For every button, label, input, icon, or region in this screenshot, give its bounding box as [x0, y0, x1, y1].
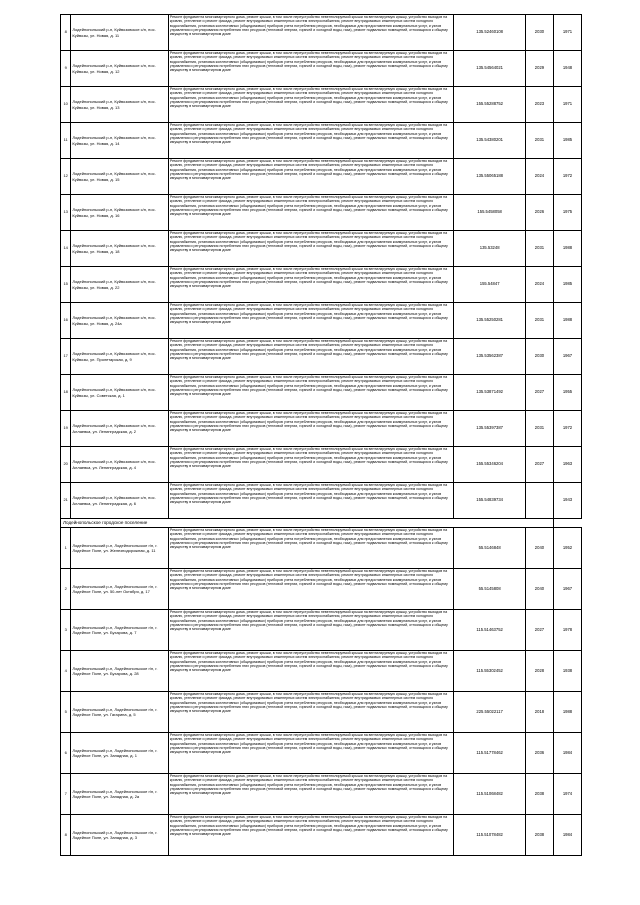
row-work-description	[168, 447, 453, 483]
table-body-lodeynopolskoe	[61, 528, 582, 856]
row-work-description	[168, 651, 453, 692]
row-build-year: 1988	[553, 692, 581, 733]
work-text: Ремонт фундамента многоквартирного дома, ремонт крыши, в том числе переустройство невентилируемой крыши на вентилируемую крышу, устройство выходов на кровлю, утепление и ремонт фасада, ремонт внутридомовых инженерных систем электроснабжения, ремонт внутридомовых инженерных систем холодного водоснабжения, установка коллективных (общедомовых) приборов учета потребления ресурсов, необходимых для предоставления коммунальных услуг, и узлов управления и регулирования потребления этих ресурсов (тепловой энергии, горячей и холодной воды, газа), ремонт подвальных помещений, относящихся к общему имуществу в многоквартирном доме	[169, 483, 448, 504]
row-work-description	[168, 159, 453, 195]
work-text: Ремонт фундамента многоквартирного дома, ремонт крыши, в том числе переустройство невентилируемой крыши на вентилируемую крышу, устройство выходов на кровлю, утепление и ремонт фасада, ремонт внутридомовых инженерных систем электроснабжения, ремонт внутридомовых инженерных систем холодного водоснабжения, установка коллективных (общедомовых) приборов учета потребления ресурсов, необходимых для предоставления коммунальных услуг, и узлов управления и регулирования потребления этих ресурсов (тепловой энергии, горячей и холодной воды, газа), ремонт подвальных помещений, относящихся к общему имуществу в многоквартирном доме	[169, 15, 448, 36]
row-cost: 135.53248	[454, 231, 526, 267]
row-address: Лодейнопольский р-н, Лодейнопольское г/п, г. Лодейное Поле, ул. Западная, д. 2а	[71, 774, 169, 815]
row-number: 1	[61, 528, 71, 569]
row-number: 13	[61, 195, 71, 231]
capital-repair-table-sheet	[60, 14, 582, 856]
row-address: Лодейнопольский р-н, Куйвозовское с/п, пос. Куйвозы, ул. Новая, д. 12	[71, 51, 169, 87]
work-text: Ремонт фундамента многоквартирного дома, ремонт крыши, в том числе переустройство невентилируемой крыши на вентилируемую крышу, устройство выходов на кровлю, утепление и ремонт фасада, ремонт внутридомовых инженерных систем электроснабжения, ремонт внутридомовых инженерных систем холодного водоснабжения, установка коллективных (общедомовых) приборов учета потребления ресурсов, необходимых для предоставления коммунальных услуг, и узлов управления и регулирования потребления этих ресурсов (тепловой энергии, горячей и холодной воды, газа), ремонт подвальных помещений, относящихся к общему имуществу в многоквартирном доме	[169, 123, 448, 144]
work-text: Ремонт фундамента многоквартирного дома, ремонт крыши, в том числе переустройство невентилируемой крыши на вентилируемую крышу, устройство выходов на кровлю, утепление и ремонт фасада, ремонт внутридомовых инженерных систем электроснабжения, ремонт внутридомовых инженерных систем холодного водоснабжения, установка коллективных (общедомовых) приборов учета потребления ресурсов, необходимых для предоставления коммунальных услуг, и узлов управления и регулирования потребления этих ресурсов (тепловой энергии, горячей и холодной воды, газа), ремонт подвальных помещений, относящихся к общему имуществу в многоквартирном доме	[169, 569, 448, 590]
row-address: Лодейнопольский р-н, Куйвозовское с/п, пос. Аллаевка, ул. Ленинградская, д. 6	[71, 483, 169, 519]
row-build-year: 1985	[553, 267, 581, 303]
capital-repair-table	[60, 14, 582, 856]
row-address: Лодейнопольский р-н, Лодейнопольское г/п, г. Лодейное Поле, ул. Западная, д. 1	[71, 733, 169, 774]
work-text: Ремонт фундамента многоквартирного дома, ремонт крыши, в том числе переустройство невентилируемой крыши на вентилируемую крышу, устройство выходов на кровлю, утепление и ремонт фасада, ремонт внутридомовых инженерных систем электроснабжения, ремонт внутридомовых инженерных систем холодного водоснабжения, установка коллективных (общедомовых) приборов учета потребления ресурсов, необходимых для предоставления коммунальных услуг, и узлов управления и регулирования потребления этих ресурсов (тепловой энергии, горячей и холодной воды, газа), ремонт подвальных помещений, относящихся к общему имуществу в многоквартирном доме	[169, 87, 448, 108]
row-work-description	[168, 528, 453, 569]
row-number: 20	[61, 447, 71, 483]
row-build-year: 1952	[553, 528, 581, 569]
row-work-description	[168, 51, 453, 87]
work-text: Ремонт фундамента многоквартирного дома, ремонт крыши, в том числе переустройство невентилируемой крыши на вентилируемую крышу, устройство выходов на кровлю, утепление и ремонт фасада, ремонт внутридомовых инженерных систем электроснабжения, ремонт внутридомовых инженерных систем холодного водоснабжения, установка коллективных (общедомовых) приборов учета потребления ресурсов, необходимых для предоставления коммунальных услуг, и узлов управления и регулирования потребления этих ресурсов (тепловой энергии, горячей и холодной воды, газа), ремонт подвальных помещений, относящихся к общему имуществу в многоквартирном доме	[169, 528, 448, 549]
row-cost: 55.5146848	[454, 528, 526, 569]
table-row	[61, 303, 582, 339]
row-address: Лодейнопольский р-н, Куйвозовское с/п, пос. Куйвозы, ул. Новая, д. 22	[71, 267, 169, 303]
row-build-year: 1971	[553, 87, 581, 123]
table-row	[61, 15, 582, 51]
table-row	[61, 815, 582, 856]
row-build-year: 1985	[553, 123, 581, 159]
row-work-description	[168, 123, 453, 159]
work-text: Ремонт фундамента многоквартирного дома, ремонт крыши, в том числе переустройство невентилируемой крыши на вентилируемую крышу, устройство выходов на кровлю, утепление и ремонт фасада, ремонт внутридомовых инженерных систем электроснабжения, ремонт внутридомовых инженерных систем холодного водоснабжения, установка коллективных (общедомовых) приборов учета потребления ресурсов, необходимых для предоставления коммунальных услуг, и узлов управления и регулирования потребления этих ресурсов (тепловой энергии, горячей и холодной воды, газа), ремонт подвальных помещений, относящихся к общему имуществу в многоквартирном доме	[169, 51, 448, 72]
row-work-description	[168, 774, 453, 815]
row-planned-year: 2031	[525, 411, 553, 447]
row-build-year: 1984	[553, 815, 581, 856]
row-cost: 55.5145808	[454, 569, 526, 610]
table-body-kuyvozovskoe	[61, 15, 582, 519]
row-address: Лодейнопольский р-н, Куйвозовское с/п, пос. Куйвозы, ул. Новая, д. 18	[71, 231, 169, 267]
table-row	[61, 774, 582, 815]
row-cost: 155.55346204	[454, 447, 526, 483]
row-address: Лодейнопольский р-н, Куйвозовское с/п, пос. Куйвозы, ул. Новая, д. 24а	[71, 303, 169, 339]
work-text: Ремонт фундамента многоквартирного дома, ремонт крыши, в том числе переустройство невентилируемой крыши на вентилируемую крышу, устройство выходов на кровлю, утепление и ремонт фасада, ремонт внутридомовых инженерных систем электроснабжения, ремонт внутридомовых инженерных систем холодного водоснабжения, установка коллективных (общедомовых) приборов учета потребления ресурсов, необходимых для предоставления коммунальных услуг, и узлов управления и регулирования потребления этих ресурсов (тепловой энергии, горячей и холодной воды, газа), ремонт подвальных помещений, относящихся к общему имуществу в многоквартирном доме	[169, 375, 448, 396]
row-number: 11	[61, 123, 71, 159]
row-build-year: 1943	[553, 483, 581, 519]
table-row	[61, 528, 582, 569]
row-cost: 115.51778462	[454, 733, 526, 774]
work-text: Ремонт фундамента многоквартирного дома, ремонт крыши, в том числе переустройство невентилируемой крыши на вентилируемую крышу, устройство выходов на кровлю, утепление и ремонт фасада, ремонт внутридомовых инженерных систем электроснабжения, ремонт внутридомовых инженерных систем холодного водоснабжения, установка коллективных (общедомовых) приборов учета потребления ресурсов, необходимых для предоставления коммунальных услуг, и узлов управления и регулирования потребления этих ресурсов (тепловой энергии, горячей и холодной воды, газа), ремонт подвальных помещений, относящихся к общему имуществу в многоквартирном доме	[169, 303, 448, 324]
row-cost: 135.54380201	[454, 123, 526, 159]
row-address: Лодейнопольский р-н, Куйвозовское с/п, пос. Куйвозы, ул. Новая, д. 11	[71, 15, 169, 51]
table-row	[61, 610, 582, 651]
row-cost: 135.55397387	[454, 411, 526, 447]
row-address: Лодейнопольский р-н, Лодейнопольское г/п, г. Лодейное Поле, ул. 50-лет Октября, д. 17	[71, 569, 169, 610]
work-text: Ремонт фундамента многоквартирного дома, ремонт крыши, в том числе переустройство невентилируемой крыши на вентилируемую крышу, устройство выходов на кровлю, утепление и ремонт фасада, ремонт внутридомовых инженерных систем электроснабжения, ремонт внутридомовых инженерных систем холодного водоснабжения, установка коллективных (общедомовых) приборов учета потребления ресурсов, необходимых для предоставления коммунальных услуг, и узлов управления и регулирования потребления этих ресурсов (тепловой энергии, горячей и холодной воды, газа), ремонт подвальных помещений, относящихся к общему имуществу в многоквартирном доме	[169, 267, 448, 288]
row-cost: 225.55022117	[454, 692, 526, 733]
row-address: Лодейнопольский р-н, Куйвозовское с/п, пос. Куйвозы, ул. Новая, д. 14	[71, 123, 169, 159]
row-planned-year: 2030	[525, 339, 553, 375]
table-row	[61, 267, 582, 303]
row-address: Лодейнопольский р-н, Лодейнопольское г/п, г. Лодейное Поле, ул. Гагарина, д. 5	[71, 692, 169, 733]
row-cost: 135.54564021	[454, 51, 526, 87]
row-build-year: 1972	[553, 411, 581, 447]
table-row	[61, 692, 582, 733]
row-number: 21	[61, 483, 71, 519]
work-text: Ремонт фундамента многоквартирного дома, ремонт крыши, в том числе переустройство невентилируемой крыши на вентилируемую крышу, устройство выходов на кровлю, утепление и ремонт фасада, ремонт внутридомовых инженерных систем электроснабжения, ремонт внутридомовых инженерных систем холодного водоснабжения, установка коллективных (общедомовых) приборов учета потребления ресурсов, необходимых для предоставления коммунальных услуг, и узлов управления и регулирования потребления этих ресурсов (тепловой энергии, горячей и холодной воды, газа), ремонт подвальных помещений, относящихся к общему имуществу в многоквартирном доме	[169, 692, 448, 713]
row-work-description	[168, 610, 453, 651]
row-number: 3	[61, 610, 71, 651]
row-build-year: 1984	[553, 733, 581, 774]
row-work-description	[168, 339, 453, 375]
table-row	[61, 339, 582, 375]
row-address: Лодейнопольский р-н, Лодейнопольское г/п, г. Лодейное Поле, ул. Бухарова, д. 7	[71, 610, 169, 651]
row-number: 5	[61, 692, 71, 733]
row-number: 18	[61, 375, 71, 411]
row-number: 4	[61, 651, 71, 692]
row-work-description	[168, 87, 453, 123]
row-cost: 135.52460108	[454, 15, 526, 51]
row-cost: 155.5458058	[454, 195, 526, 231]
row-cost: 135.55065188	[454, 159, 526, 195]
row-planned-year: 2027	[525, 447, 553, 483]
row-work-description	[168, 411, 453, 447]
row-number: 2	[61, 569, 71, 610]
row-planned-year: 2026	[525, 195, 553, 231]
row-build-year: 1938	[553, 651, 581, 692]
table-row	[61, 51, 582, 87]
row-address: Лодейнопольский р-н, Лодейнопольское г/п, г. Лодейное Поле, ул. Бухарова, д. 28	[71, 651, 169, 692]
row-build-year: 1971	[553, 15, 581, 51]
work-text: Ремонт фундамента многоквартирного дома, ремонт крыши, в том числе переустройство невентилируемой крыши на вентилируемую крышу, устройство выходов на кровлю, утепление и ремонт фасада, ремонт внутридомовых инженерных систем электроснабжения, ремонт внутридомовых инженерных систем холодного водоснабжения, установка коллективных (общедомовых) приборов учета потребления ресурсов, необходимых для предоставления коммунальных услуг, и узлов управления и регулирования потребления этих ресурсов (тепловой энергии, горячей и холодной воды, газа), ремонт подвальных помещений, относящихся к общему имуществу в многоквартирном доме	[169, 195, 448, 216]
row-number: 16	[61, 303, 71, 339]
table-row	[61, 733, 582, 774]
row-work-description	[168, 692, 453, 733]
work-text: Ремонт фундамента многоквартирного дома, ремонт крыши, в том числе переустройство невентилируемой крыши на вентилируемую крышу, устройство выходов на кровлю, утепление и ремонт фасада, ремонт внутридомовых инженерных систем электроснабжения, ремонт внутридомовых инженерных систем холодного водоснабжения, установка коллективных (общедомовых) приборов учета потребления ресурсов, необходимых для предоставления коммунальных услуг, и узлов управления и регулирования потребления этих ресурсов (тепловой энергии, горячей и холодной воды, газа), ремонт подвальных помещений, относящихся к общему имуществу в многоквартирном доме	[169, 411, 448, 432]
row-address: Лодейнопольский р-н, Лодейнопольское г/п, г. Лодейное Поле, ул. Железнодорожная, д. 11	[71, 528, 169, 569]
row-planned-year: 2038	[525, 815, 553, 856]
section-title: Лодейнопольское городское поселение	[61, 519, 554, 528]
work-text: Ремонт фундамента многоквартирного дома, ремонт крыши, в том числе переустройство невентилируемой крыши на вентилируемую крышу, устройство выходов на кровлю, утепление и ремонт фасада, ремонт внутридомовых инженерных систем электроснабжения, ремонт внутридомовых инженерных систем холодного водоснабжения, установка коллективных (общедомовых) приборов учета потребления ресурсов, необходимых для предоставления коммунальных услуг, и узлов управления и регулирования потребления этих ресурсов (тепловой энергии, горячей и холодной воды, газа), ремонт подвальных помещений, относящихся к общему имуществу в многоквартирном доме	[169, 231, 448, 252]
row-planned-year: 2018	[525, 692, 553, 733]
row-build-year: 1967	[553, 569, 581, 610]
table-row	[61, 375, 582, 411]
row-build-year: 1948	[553, 51, 581, 87]
row-planned-year: 2040	[525, 569, 553, 610]
row-cost: 135.53562387	[454, 339, 526, 375]
row-number: 8	[61, 815, 71, 856]
row-address: Лодейнопольский р-н, Куйвозовское с/п, пос. Куйвозы, ул. Новая, д. 15	[71, 159, 169, 195]
row-number: 6	[61, 733, 71, 774]
row-cost: 135.53871492	[454, 375, 526, 411]
table-row	[61, 195, 582, 231]
table-row	[61, 447, 582, 483]
row-address: Лодейнопольский р-н, Куйвозовское с/п, пос. Куйвозы, ул. Новая, д. 13	[71, 87, 169, 123]
section-row	[61, 519, 582, 528]
row-cost: 155.54847	[454, 267, 526, 303]
row-planned-year: 2038	[525, 774, 553, 815]
row-build-year: 1975	[553, 195, 581, 231]
row-planned-year: 2036	[525, 733, 553, 774]
row-work-description	[168, 569, 453, 610]
row-number: 15	[61, 267, 71, 303]
work-text: Ремонт фундамента многоквартирного дома, ремонт крыши, в том числе переустройство невентилируемой крыши на вентилируемую крышу, устройство выходов на кровлю, утепление и ремонт фасада, ремонт внутридомовых инженерных систем электроснабжения, ремонт внутридомовых инженерных систем холодного водоснабжения, установка коллективных (общедомовых) приборов учета потребления ресурсов, необходимых для предоставления коммунальных услуг, и узлов управления и регулирования потребления этих ресурсов (тепловой энергии, горячей и холодной воды, газа), ремонт подвальных помещений, относящихся к общему имуществу в многоквартирном доме	[169, 159, 448, 180]
row-work-description	[168, 375, 453, 411]
row-build-year: 1978	[553, 610, 581, 651]
work-text: Ремонт фундамента многоквартирного дома, ремонт крыши, в том числе переустройство невентилируемой крыши на вентилируемую крышу, устройство выходов на кровлю, утепление и ремонт фасада, ремонт внутридомовых инженерных систем электроснабжения, ремонт внутридомовых инженерных систем холодного водоснабжения, установка коллективных (общедомовых) приборов учета потребления ресурсов, необходимых для предоставления коммунальных услуг, и узлов управления и регулирования потребления этих ресурсов (тепловой энергии, горячей и холодной воды, газа), ремонт подвальных помещений, относящихся к общему имуществу в многоквартирном доме	[169, 733, 448, 754]
row-planned-year: 2028	[525, 651, 553, 692]
row-work-description	[168, 15, 453, 51]
row-cost: 115.51068482	[454, 774, 526, 815]
row-planned-year: 2031	[525, 123, 553, 159]
row-cost: 115.51463752	[454, 610, 526, 651]
row-planned-year: 2027	[525, 375, 553, 411]
row-address: Лодейнопольский р-н, Куйвозовское с/п, пос. Куйвозы, ул. Новая, д. 16	[71, 195, 169, 231]
row-address: Лодейнопольский р-н, Лодейнопольское г/п, г. Лодейное Поле, ул. Западная, д. 3	[71, 815, 169, 856]
row-planned-year	[525, 483, 553, 519]
row-build-year: 1963	[553, 447, 581, 483]
row-planned-year: 2024	[525, 159, 553, 195]
row-work-description	[168, 815, 453, 856]
row-address: Лодейнопольский р-н, Куйвозовское с/п, пос. Аллаевка, ул. Ленинградская, д. 4	[71, 447, 169, 483]
row-number: 19	[61, 411, 71, 447]
table-section-header	[61, 519, 582, 528]
table-row	[61, 651, 582, 692]
row-planned-year: 2030	[525, 15, 553, 51]
table-row	[61, 483, 582, 519]
row-work-description	[168, 303, 453, 339]
row-address: Лодейнопольский р-н, Куйвозовское с/п, пос. Аллаевка, ул. Ленинградская, д. 2	[71, 411, 169, 447]
table-row	[61, 411, 582, 447]
table-row	[61, 231, 582, 267]
row-planned-year: 2023	[525, 87, 553, 123]
row-number: 9	[61, 51, 71, 87]
row-build-year: 1967	[553, 339, 581, 375]
row-planned-year: 2031	[525, 231, 553, 267]
work-text: Ремонт фундамента многоквартирного дома, ремонт крыши, в том числе переустройство невентилируемой крыши на вентилируемую крышу, устройство выходов на кровлю, утепление и ремонт фасада, ремонт внутридомовых инженерных систем электроснабжения, ремонт внутридомовых инженерных систем холодного водоснабжения, установка коллективных (общедомовых) приборов учета потребления ресурсов, необходимых для предоставления коммунальных услуг, и узлов управления и регулирования потребления этих ресурсов (тепловой энергии, горячей и холодной воды, газа), ремонт подвальных помещений, относящихся к общему имуществу в многоквартирном доме	[169, 815, 448, 836]
row-build-year: 1988	[553, 303, 581, 339]
table-row	[61, 87, 582, 123]
row-build-year: 1974	[553, 774, 581, 815]
row-planned-year: 2029	[525, 51, 553, 87]
row-cost: 115.55302452	[454, 651, 526, 692]
work-text: Ремонт фундамента многоквартирного дома, ремонт крыши, в том числе переустройство невентилируемой крыши на вентилируемую крышу, устройство выходов на кровлю, утепление и ремонт фасада, ремонт внутридомовых инженерных систем электроснабжения, ремонт внутридомовых инженерных систем холодного водоснабжения, установка коллективных (общедомовых) приборов учета потребления ресурсов, необходимых для предоставления коммунальных услуг, и узлов управления и регулирования потребления этих ресурсов (тепловой энергии, горячей и холодной воды, газа), ремонт подвальных помещений, относящихся к общему имуществу в многоквартирном доме	[169, 651, 448, 672]
row-work-description	[168, 267, 453, 303]
row-number: 14	[61, 231, 71, 267]
row-planned-year: 2031	[525, 303, 553, 339]
row-planned-year: 2027	[525, 610, 553, 651]
row-address: Лодейнопольский р-н, Куйвозовское с/п, пос. Куйвозы, ул. Советская, д. 1	[71, 375, 169, 411]
row-build-year: 1955	[553, 375, 581, 411]
table-row	[61, 123, 582, 159]
row-number: 8	[61, 15, 71, 51]
table-row	[61, 569, 582, 610]
row-cost: 155.54839734	[454, 483, 526, 519]
row-build-year: 1972	[553, 159, 581, 195]
work-text: Ремонт фундамента многоквартирного дома, ремонт крыши, в том числе переустройство невентилируемой крыши на вентилируемую крышу, устройство выходов на кровлю, утепление и ремонт фасада, ремонт внутридомовых инженерных систем электроснабжения, ремонт внутридомовых инженерных систем холодного водоснабжения, установка коллективных (общедомовых) приборов учета потребления ресурсов, необходимых для предоставления коммунальных услуг, и узлов управления и регулирования потребления этих ресурсов (тепловой энергии, горячей и холодной воды, газа), ремонт подвальных помещений, относящихся к общему имуществу в многоквартирном доме	[169, 339, 448, 360]
row-work-description	[168, 733, 453, 774]
row-planned-year: 2040	[525, 528, 553, 569]
row-planned-year: 2024	[525, 267, 553, 303]
row-work-description	[168, 195, 453, 231]
work-text: Ремонт фундамента многоквартирного дома, ремонт крыши, в том числе переустройство невентилируемой крыши на вентилируемую крышу, устройство выходов на кровлю, утепление и ремонт фасада, ремонт внутридомовых инженерных систем электроснабжения, ремонт внутридомовых инженерных систем холодного водоснабжения, установка коллективных (общедомовых) приборов учета потребления ресурсов, необходимых для предоставления коммунальных услуг, и узлов управления и регулирования потребления этих ресурсов (тепловой энергии, горячей и холодной воды, газа), ремонт подвальных помещений, относящихся к общему имуществу в многоквартирном доме	[169, 610, 448, 631]
row-cost: 155.55288752	[454, 87, 526, 123]
row-number: 7	[61, 774, 71, 815]
table-row	[61, 159, 582, 195]
work-text: Ремонт фундамента многоквартирного дома, ремонт крыши, в том числе переустройство невентилируемой крыши на вентилируемую крышу, устройство выходов на кровлю, утепление и ремонт фасада, ремонт внутридомовых инженерных систем электроснабжения, ремонт внутридомовых инженерных систем холодного водоснабжения, установка коллективных (общедомовых) приборов учета потребления ресурсов, необходимых для предоставления коммунальных услуг, и узлов управления и регулирования потребления этих ресурсов (тепловой энергии, горячей и холодной воды, газа), ремонт подвальных помещений, относящихся к общему имуществу в многоквартирном доме	[169, 447, 448, 468]
row-number: 17	[61, 339, 71, 375]
row-work-description	[168, 483, 453, 519]
row-address: Лодейнопольский р-н, Куйвозовское с/п, пос. Куйвозы, ул. Пролетарская, д. 9	[71, 339, 169, 375]
row-number: 12	[61, 159, 71, 195]
row-cost: 135.55250281	[454, 303, 526, 339]
row-cost: 115.51078482	[454, 815, 526, 856]
row-work-description	[168, 231, 453, 267]
work-text: Ремонт фундамента многоквартирного дома, ремонт крыши, в том числе переустройство невентилируемой крыши на вентилируемую крышу, устройство выходов на кровлю, утепление и ремонт фасада, ремонт внутридомовых инженерных систем электроснабжения, ремонт внутридомовых инженерных систем холодного водоснабжения, установка коллективных (общедомовых) приборов учета потребления ресурсов, необходимых для предоставления коммунальных услуг, и узлов управления и регулирования потребления этих ресурсов (тепловой энергии, горячей и холодной воды, газа), ремонт подвальных помещений, относящихся к общему имуществу в многоквартирном доме	[169, 774, 448, 795]
row-build-year: 1988	[553, 231, 581, 267]
row-number: 10	[61, 87, 71, 123]
